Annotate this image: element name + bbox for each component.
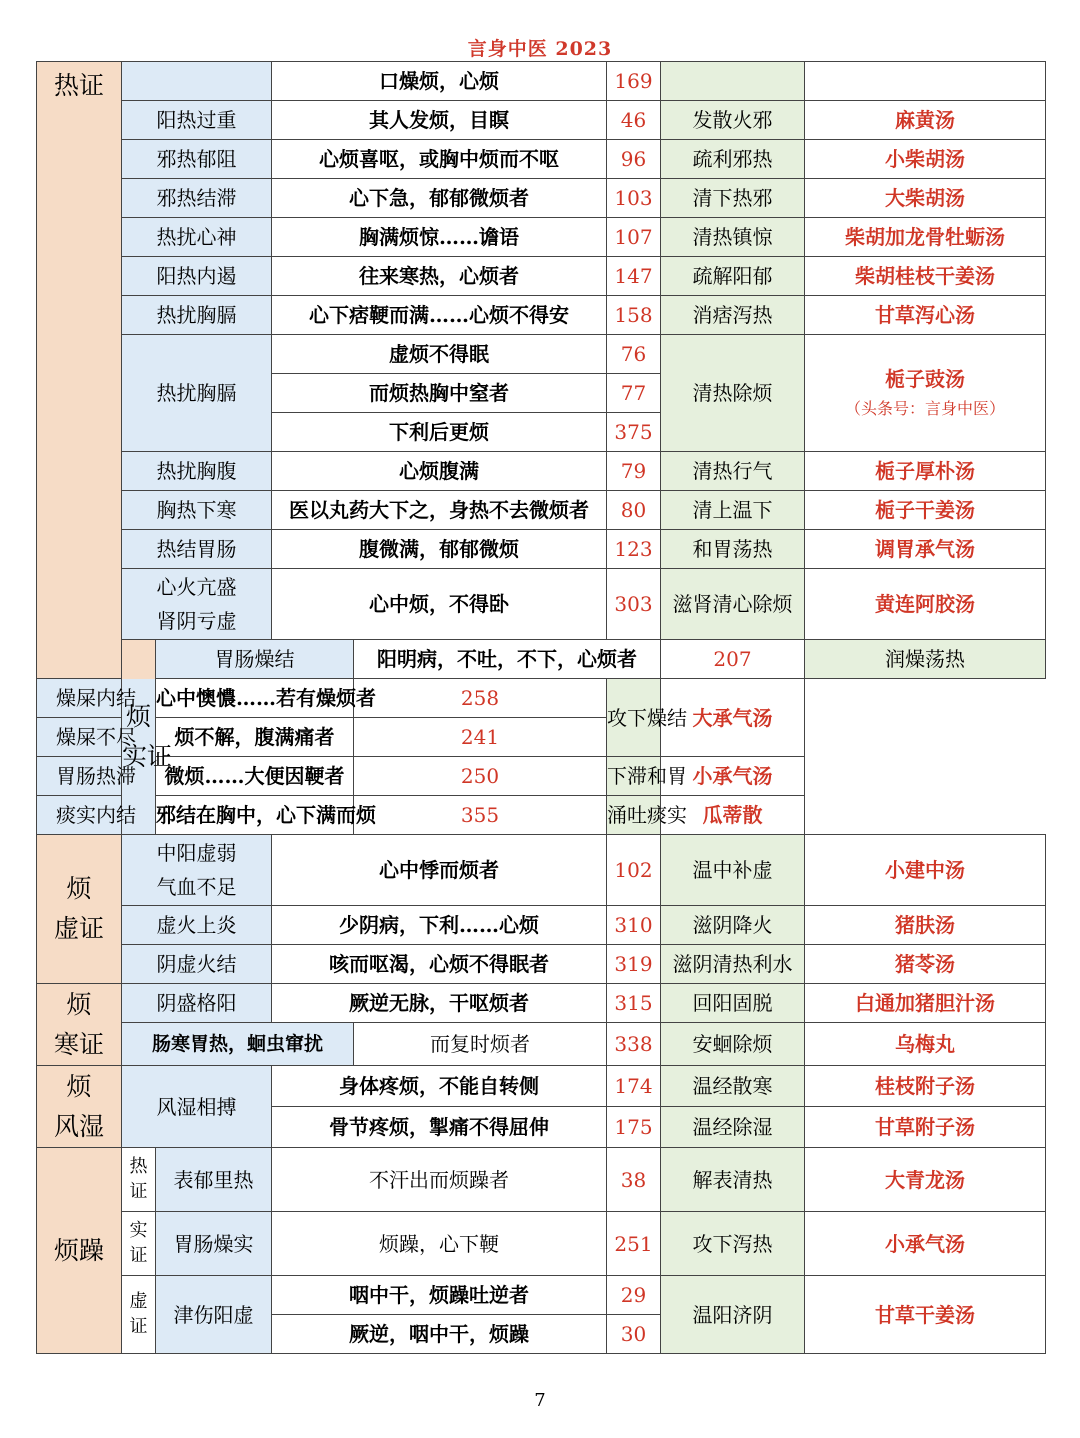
formula-cell: 甘草附子汤 [805, 1107, 1046, 1148]
formula-cell: 甘草干姜汤 [805, 1276, 1046, 1354]
subtype-cell: 风湿相搏 [122, 1066, 272, 1148]
subtype-line: 肾阴亏虚 [156, 609, 237, 633]
method-cell: 解表清热 [661, 1148, 805, 1212]
subtype-cell [122, 569, 272, 640]
clause-number: 96 [607, 140, 661, 179]
clause-number: 303 [607, 569, 661, 640]
method-cell: 清热镇惊 [661, 218, 805, 257]
clause-number: 103 [607, 179, 661, 218]
formula-cell: 小承气汤 [805, 1212, 1046, 1276]
clause-number: 76 [607, 335, 661, 374]
table-row [37, 335, 1046, 374]
formula-cell [805, 62, 1046, 101]
symptom-cell: 身体疼烦，不能自转侧 [272, 1066, 607, 1107]
formula-name: 栀子豉汤 [885, 367, 965, 392]
clause-number: 158 [607, 296, 661, 335]
table-row [37, 569, 1046, 640]
formula-cell: 调胃承气汤 [805, 530, 1046, 569]
clause-number: 107 [607, 218, 661, 257]
subtype-cell: 表郁里热 [156, 1148, 272, 1212]
clause-number: 38 [607, 1148, 661, 1212]
subtype-line: 气血不足 [156, 875, 237, 899]
method-cell: 攻下泻热 [661, 1212, 805, 1276]
symptom-cell: 胸满烦惊……谵语 [272, 218, 607, 257]
method-cell: 消痞泻热 [661, 296, 805, 335]
subtype-cell: 虚火上炎 [122, 906, 272, 945]
method-cell [661, 62, 805, 101]
method-cell: 清上温下 [661, 491, 805, 530]
formula-cell: 大承气汤 [661, 679, 805, 757]
subtype-cell [122, 835, 272, 906]
table-row [37, 1212, 1046, 1276]
category-label: 虚证 [53, 914, 104, 943]
category-cell [37, 1148, 122, 1354]
page-header: 言身中医 2023 [467, 38, 613, 60]
symptom-cell: 往来寒热，心烦者 [272, 257, 607, 296]
symptom-cell: 虚烦不得眠 [272, 335, 607, 374]
symptom-cell: 口燥烦，心烦 [272, 62, 607, 101]
symptom-cell: 阳明病，不吐，不下，心烦者 [354, 640, 661, 679]
subtype-cell: 胃肠燥实 [156, 1212, 272, 1276]
table-row [37, 491, 1046, 530]
subtype-cell: 邪热郁阻 [122, 140, 272, 179]
subtype-cell: 胃肠燥结 [156, 640, 354, 679]
clause-number: 175 [607, 1107, 661, 1148]
clause-number: 102 [607, 835, 661, 906]
clause-number: 310 [607, 906, 661, 945]
clause-number: 174 [607, 1066, 661, 1107]
method-cell: 清热除烦 [661, 335, 805, 452]
symptom-cell: 不汗出而烦躁者 [272, 1148, 607, 1212]
clause-number: 80 [607, 491, 661, 530]
symptom-cell: 腹微满，郁郁微烦 [272, 530, 607, 569]
source-note: （头条号：言身中医） [844, 399, 1005, 419]
subtype-cell: 热扰心神 [122, 218, 272, 257]
method-cell: 润燥荡热 [805, 640, 1046, 679]
method-cell: 滋肾清心除烦 [661, 569, 805, 640]
clause-number: 147 [607, 257, 661, 296]
symptom-cell: 心烦喜呕，或胸中烦而不呕 [272, 140, 607, 179]
clause-number: 123 [607, 530, 661, 569]
symptom-cell: 而烦热胸中窒者 [272, 374, 607, 413]
category-label: 烦 [125, 702, 151, 731]
table-row [37, 530, 1046, 569]
symptom-cell: 厥逆，咽中干，烦躁 [272, 1315, 607, 1354]
symptom-cell: 医以丸药大下之，身热不去微烦者 [272, 491, 607, 530]
subtype-cell: 胃肠热滞 [37, 757, 156, 796]
formula-cell: 栀子干姜汤 [805, 491, 1046, 530]
formula-cell: 甘草泻心汤 [805, 296, 1046, 335]
formula-cell: 白通加猪胆汁汤 [805, 984, 1046, 1023]
category-label: 风湿 [53, 1111, 104, 1141]
symptom-cell: 骨节疼烦，掣痛不得屈伸 [272, 1107, 607, 1148]
category-label: 热证 [53, 71, 104, 100]
table-row [37, 640, 1046, 679]
table-row [37, 257, 1046, 296]
symptom-cell: 咳而呕渴，心烦不得眠者 [272, 945, 607, 984]
subtype-cell: 胸热下寒 [122, 491, 272, 530]
clause-number: 46 [607, 101, 661, 140]
clause-number: 375 [607, 413, 661, 452]
table-row [37, 101, 1046, 140]
category-label: 实证 [122, 742, 173, 771]
table-row [37, 1023, 1046, 1066]
formula-cell: 乌梅丸 [805, 1023, 1046, 1066]
clause-number: 207 [661, 640, 805, 679]
symptom-cell: 心下急，郁郁微烦者 [272, 179, 607, 218]
subtype-cell: 热扰胸膈 [122, 335, 272, 452]
subtype-cell: 肠寒胃热，蛔虫窜扰 [122, 1023, 354, 1066]
category-label: 烦 [66, 874, 92, 903]
symptom-cell: 少阴病，下利……心烦 [272, 906, 607, 945]
method-cell: 温中补虚 [661, 835, 805, 906]
subtype-cell: 热扰胸膈 [122, 296, 272, 335]
formula-cell: 大青龙汤 [805, 1148, 1046, 1212]
table-row [37, 984, 1046, 1023]
category-cell [37, 835, 122, 984]
formula-cell: 黄连阿胶汤 [805, 569, 1046, 640]
symptom-cell: 邪结在胸中，心下满而烦 [156, 796, 354, 835]
subtype-line: 心火亢盛 [156, 575, 237, 599]
table-row [37, 1148, 1046, 1212]
symptom-cell: 烦躁，心下鞕 [272, 1212, 607, 1276]
symptom-cell: 烦不解，腹满痛者 [156, 718, 354, 757]
method-cell: 清下热邪 [661, 179, 805, 218]
formula-cell: 猪苓汤 [805, 945, 1046, 984]
method-cell: 回阳固脱 [661, 984, 805, 1023]
category-cell [37, 62, 122, 679]
method-cell: 安蛔除烦 [661, 1023, 805, 1066]
formula-cell: 小建中汤 [805, 835, 1046, 906]
formula-cell: 柴胡桂枝干姜汤 [805, 257, 1046, 296]
formula-cell: 柴胡加龙骨牡蛎汤 [805, 218, 1046, 257]
subtype-cell: 阴盛格阳 [122, 984, 272, 1023]
page-number: 7 [534, 1390, 546, 1411]
symptom-cell: 下利后更烦 [272, 413, 607, 452]
method-cell: 滋阴降火 [661, 906, 805, 945]
table-row [37, 296, 1046, 335]
method-cell: 温经散寒 [661, 1066, 805, 1107]
formula-cell: 麻黄汤 [805, 101, 1046, 140]
syndrome-tag: 实证 [122, 1212, 156, 1276]
symptom-cell: 心中悸而烦者 [272, 835, 607, 906]
table-row [37, 835, 1046, 906]
table-row [37, 62, 1046, 101]
symptom-cell: 心中烦，不得卧 [272, 569, 607, 640]
table-row [37, 179, 1046, 218]
symptom-cell: 心下痞鞕而满……心烦不得安 [272, 296, 607, 335]
category-label: 烦 [66, 1071, 92, 1101]
symptom-cell: 心中懊憹……若有燥烦者 [156, 679, 354, 718]
table-row [37, 1066, 1046, 1107]
formula-cell: 桂枝附子汤 [805, 1066, 1046, 1107]
category-label: 烦 [66, 989, 92, 1019]
formula-cell: 小柴胡汤 [805, 140, 1046, 179]
method-cell: 发散火邪 [661, 101, 805, 140]
table-row [37, 757, 1046, 796]
table-row [37, 1276, 1046, 1315]
subtype-cell: 热结胃肠 [122, 530, 272, 569]
subtype-cell: 阳热内遏 [122, 257, 272, 296]
clause-number: 29 [607, 1276, 661, 1315]
method-cell: 涌吐痰实 [607, 796, 661, 835]
method-cell: 和胃荡热 [661, 530, 805, 569]
method-cell: 温阳济阴 [661, 1276, 805, 1354]
clause-number: 77 [607, 374, 661, 413]
clause-number: 258 [354, 679, 607, 718]
symptom-cell: 心烦腹满 [272, 452, 607, 491]
subtype-cell: 津伤阳虚 [156, 1276, 272, 1354]
clause-number: 30 [607, 1315, 661, 1354]
table-row [37, 906, 1046, 945]
method-cell: 下滞和胃 [607, 757, 661, 796]
clause-number: 250 [354, 757, 607, 796]
method-cell: 清热行气 [661, 452, 805, 491]
table-row [37, 140, 1046, 179]
subtype-cell: 邪热结滞 [122, 179, 272, 218]
clause-number: 251 [607, 1212, 661, 1276]
formula-cell: 小承气汤 [661, 757, 805, 796]
subtype-cell: 阴虚火结 [122, 945, 272, 984]
clause-number: 169 [607, 62, 661, 101]
clause-number: 315 [607, 984, 661, 1023]
subtype-cell [122, 62, 272, 101]
formula-cell: 大柴胡汤 [805, 179, 1046, 218]
category-label: 寒证 [53, 1029, 104, 1059]
method-cell: 疏利邪热 [661, 140, 805, 179]
method-cell: 疏解阳郁 [661, 257, 805, 296]
table-row [37, 718, 1046, 757]
syndrome-tag: 热证 [122, 1148, 156, 1212]
syndrome-tag: 虚证 [122, 1276, 156, 1354]
method-cell: 温经除湿 [661, 1107, 805, 1148]
table-row [37, 218, 1046, 257]
subtype-cell: 燥屎内结 [37, 679, 156, 718]
clause-number: 355 [354, 796, 607, 835]
symptom-cell: 咽中干，烦躁吐逆者 [272, 1276, 607, 1315]
category-cell [37, 1066, 122, 1148]
formula-cell: 栀子厚朴汤 [805, 452, 1046, 491]
subtype-line: 中阳虚弱 [156, 841, 237, 865]
formula-cell: 瓜蒂散 [661, 796, 805, 835]
table-row [37, 452, 1046, 491]
symptom-cell: 而复时烦者 [354, 1023, 607, 1066]
clause-number: 241 [354, 718, 607, 757]
method-cell: 攻下燥结 [607, 679, 661, 757]
formula-cell [805, 335, 1046, 452]
category-label: 烦躁 [53, 1235, 104, 1265]
symptom-cell: 微烦……大便因鞕者 [156, 757, 354, 796]
table-row [37, 945, 1046, 984]
symptom-cell: 其人发烦，目瞑 [272, 101, 607, 140]
subtype-cell: 热扰胸腹 [122, 452, 272, 491]
syndrome-table [36, 61, 1046, 1354]
clause-number: 79 [607, 452, 661, 491]
category-cell [37, 984, 122, 1066]
subtype-cell: 阳热过重 [122, 101, 272, 140]
subtype-cell: 痰实内结 [37, 796, 156, 835]
symptom-cell: 厥逆无脉，干呕烦者 [272, 984, 607, 1023]
clause-number: 319 [607, 945, 661, 984]
table-row [37, 679, 1046, 718]
method-cell: 滋阴清热利水 [661, 945, 805, 984]
table-row [37, 796, 1046, 835]
subtype-cell: 燥屎不尽 [37, 718, 156, 757]
clause-number: 338 [607, 1023, 661, 1066]
formula-cell: 猪肤汤 [805, 906, 1046, 945]
